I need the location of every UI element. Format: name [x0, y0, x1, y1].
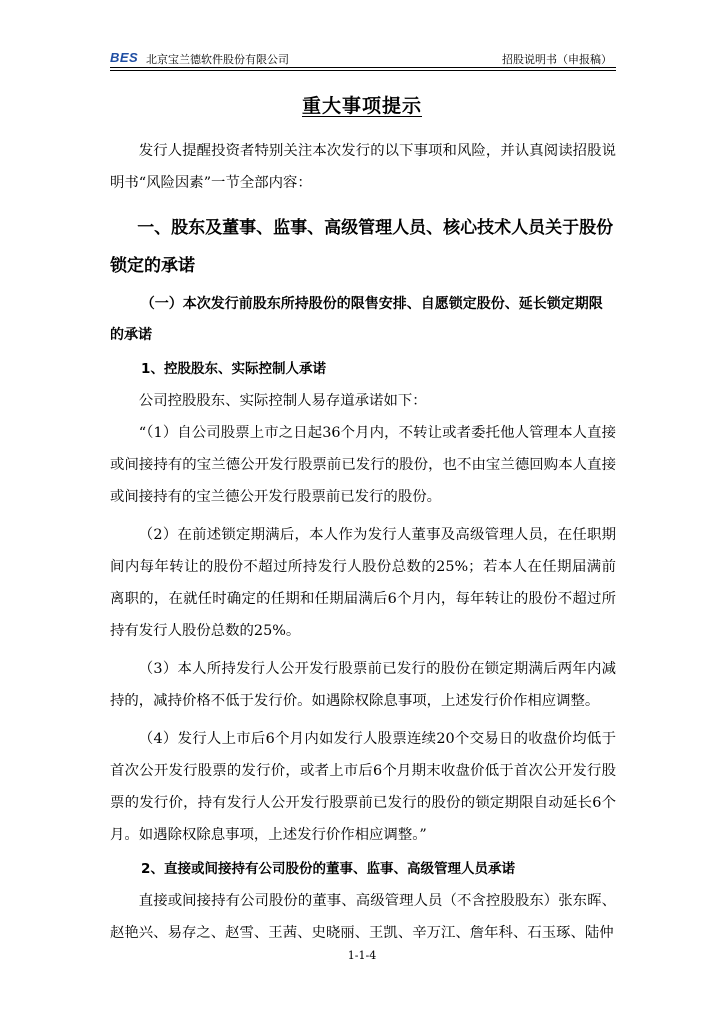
- commitment-paragraph-2: （2）在前述锁定期满后，本人作为发行人董事及高级管理人员，在任职期间内每年转让的股份不超过所持发行人股份总数的25%；若本人在任期届满前离职的，在就任时确定的任期和任期届满后6个月内，每年转让的股份不超过所持有发行人股份总数的25%。: [110, 527, 616, 639]
- item-2-lead: 直接或间接持有公司股份的董事、高级管理人员（不含控股股东）张东晖、赵艳兴、易存之、赵雪、王茜、史晓丽、王凯、辛万江、詹年科、石玉琢、陆仲: [110, 893, 616, 941]
- commitment-paragraph-1: “（1）自公司股票上市之日起36个月内，不转让或者委托他人管理本人直接或间接持有的宝兰德公开发行股票前已发行的股份，也不由宝兰德回购本人直接或间接持有的宝兰德公开发行股票前已发行的股份。: [110, 425, 616, 505]
- header-rule: [110, 67, 616, 68]
- item-2-heading: 2、直接或间接持有公司股份的董事、监事、高级管理人员承诺: [141, 861, 515, 877]
- page-header: [110, 46, 616, 68]
- page-number: 1-1-4: [347, 949, 377, 962]
- item-1-heading: 1、控股股东、实际控制人承诺: [141, 361, 326, 377]
- header-rule-thin: [110, 70, 616, 71]
- section-1-heading: 一、股东及董事、监事、高级管理人员、核心技术人员关于股份锁定的承诺: [110, 218, 614, 276]
- company-logo: BES: [110, 50, 139, 65]
- page-title: 重大事项提示: [301, 95, 422, 117]
- document-type: 招股说明书（申报稿）: [502, 53, 612, 66]
- subsection-1-heading: （一）本次发行前股东所持股份的限售安排、自愿锁定股份、延长锁定期限的承诺: [110, 296, 603, 343]
- company-name: 北京宝兰德软件股份有限公司: [146, 53, 289, 66]
- intro-paragraph: 发行人提醒投资者特别关注本次发行的以下事项和风险，并认真阅读招股说明书“风险因素”一节全部内容：: [110, 143, 616, 191]
- item-1-lead: 公司控股股东、实际控制人易存道承诺如下：: [138, 393, 427, 409]
- commitment-paragraph-4: （4）发行人上市后6个月内如发行人股票连续20个交易日的收盘价均低于首次公开发行股票的发行价，或者上市后6个月期末收盘价低于首次公开发行股票的发行价，持有发行人公开发行股票前已发行的股份的锁定期限自动延长6个月。如遇除权除息事项，上述发行价作相应调整。”: [110, 731, 616, 843]
- commitment-paragraph-3: （3）本人所持发行人公开发行股票前已发行的股份在锁定期满后两年内减持的，减持价格不低于发行价。如遇除权除息事项，上述发行价作相应调整。: [110, 661, 616, 709]
- document-body: [110, 135, 616, 949]
